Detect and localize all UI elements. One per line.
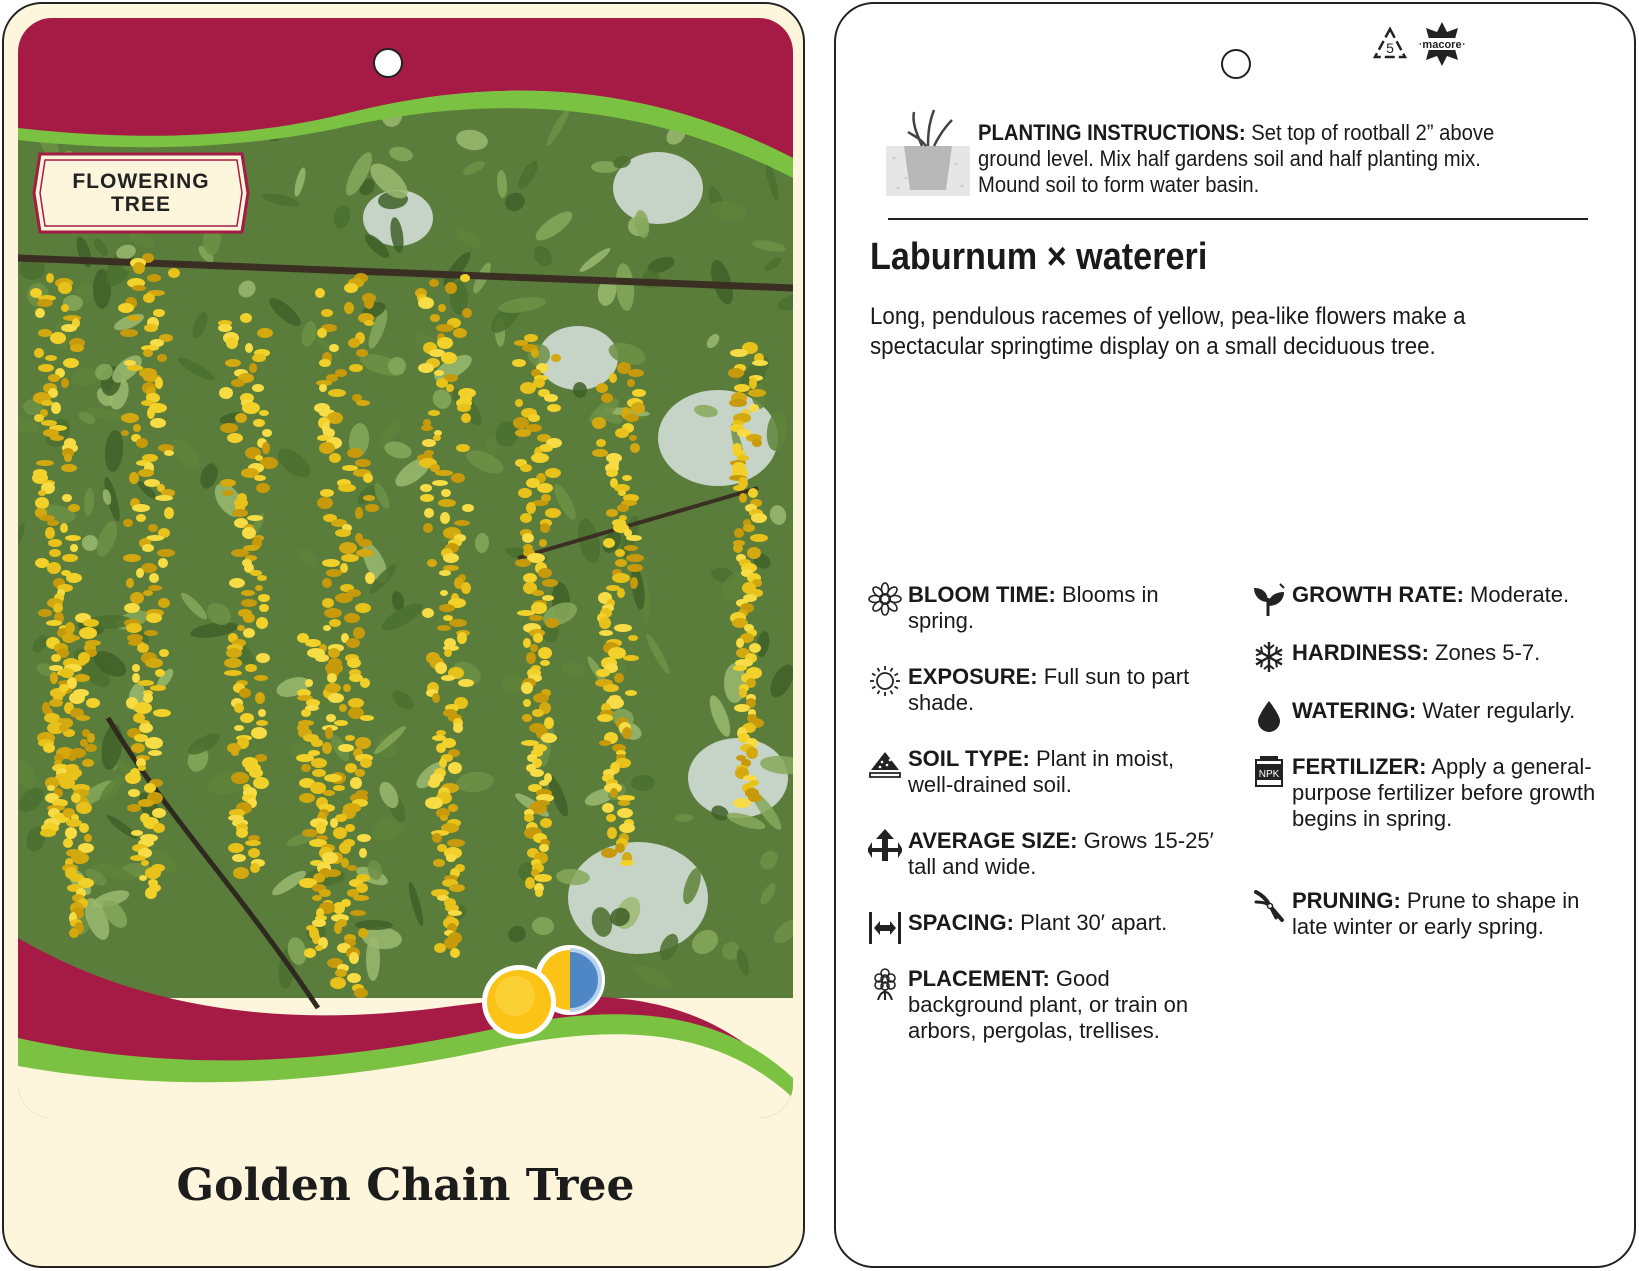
attribute-value: Apply a general-purpose fertilizer before growth begins in spring. [1292, 754, 1596, 831]
macore-logo [1418, 20, 1466, 68]
planting-label: PLANTING INSTRUCTIONS: [978, 120, 1246, 145]
divider [888, 218, 1588, 220]
attribute-label: WATERING: [1292, 698, 1417, 723]
attribute-value: Water regularly. [1422, 698, 1576, 723]
attribute-bloom-time [908, 582, 1218, 634]
snowflake-icon [1252, 640, 1286, 674]
sprout-icon [1252, 582, 1286, 616]
sun-outline-icon [868, 664, 902, 698]
svg-text:macore: macore [1422, 39, 1462, 51]
spacing-icon [868, 910, 902, 944]
attribute-value: Zones 5-7. [1435, 640, 1541, 665]
attribute-value: Full sun to part shade. [908, 664, 1190, 715]
badge-line-2: TREE [110, 193, 171, 216]
planting-pot-icon [886, 108, 970, 196]
attribute-soil-type [908, 746, 1218, 798]
attribute-value: Good background plant, or train on arbors, pergolas, trellises. [908, 966, 1189, 1043]
attribute-value: Prune to shape in late winter or early spring. [1292, 888, 1580, 939]
npk-icon [1252, 754, 1286, 788]
attribute-average-size [908, 828, 1218, 880]
recycle-5-icon [1372, 26, 1408, 62]
flower-icon [868, 582, 902, 616]
attribute-label: AVERAGE SIZE: [908, 828, 1078, 853]
attribute-label: SOIL TYPE: [908, 746, 1030, 771]
attribute-value: Blooms in spring. [908, 582, 1159, 633]
attribute-label: BLOOM TIME: [908, 582, 1056, 607]
attribute-watering [1292, 698, 1612, 724]
attribute-label: FERTILIZER: [1292, 754, 1427, 779]
attribute-exposure [908, 664, 1218, 716]
full-sun-icon [479, 962, 559, 1042]
hang-hole-back [1221, 49, 1251, 79]
planting-text: Set top of rootball 2” above ground level. Mix half gardens soil and half planting mix. Mound soil to form water basin. [978, 120, 1495, 197]
botanical-name: Laburnum × watereri [870, 236, 1208, 278]
front-tag [2, 2, 805, 1268]
common-name: Golden Chain Tree [176, 1160, 635, 1211]
attribute-label: HARDINESS: [1292, 640, 1429, 665]
attribute-pruning [1292, 888, 1612, 940]
attribute-label: GROWTH RATE: [1292, 582, 1464, 607]
attribute-label: PRUNING: [1292, 888, 1401, 913]
category-badge-text [32, 170, 250, 216]
svg-text:5: 5 [1386, 40, 1394, 56]
badge-line-1: FLOWERING [72, 170, 210, 193]
attribute-value: Grows 15-25′ tall and wide. [908, 828, 1214, 879]
attribute-value: Moderate. [1470, 582, 1570, 607]
attribute-growth-rate [1292, 582, 1612, 608]
hang-hole [373, 48, 403, 78]
planting-instructions [978, 120, 1530, 198]
attribute-value: Plant 30′ apart. [1020, 910, 1168, 935]
npk-label: NPK [1258, 769, 1280, 780]
attribute-value: Plant in moist, well-drained soil. [908, 746, 1175, 797]
water-drop-icon [1252, 698, 1286, 732]
placement-icon [868, 966, 902, 1000]
attribute-label: SPACING: [908, 910, 1014, 935]
size-arrows-icon [868, 828, 902, 862]
attribute-spacing [908, 910, 1218, 936]
plant-description: Long, pendulous racemes of yellow, pea-like flowers make a spectacular springtime display on a small deciduous tree. [870, 303, 1466, 360]
attribute-placement [908, 966, 1218, 1044]
back-tag [834, 2, 1636, 1268]
soil-icon [868, 746, 902, 780]
pruners-icon [1252, 888, 1286, 922]
attribute-label: EXPOSURE: [908, 664, 1038, 689]
attribute-hardiness [1292, 640, 1612, 666]
attribute-fertilizer [1258, 754, 1612, 832]
attribute-label: PLACEMENT: [908, 966, 1050, 991]
